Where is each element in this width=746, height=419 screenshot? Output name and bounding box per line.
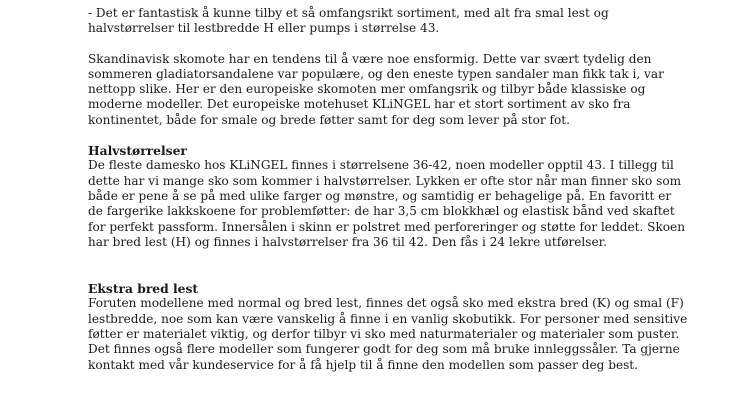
spacer <box>88 250 688 281</box>
intro-quote: - Det er fantastisk å kunne tilby et så omfangsrikt sortiment, med alt fra smal lest og halvstørrelser til lestbredde H eller pumps i størrelse 43. <box>88 6 609 36</box>
half-sizes-paragraph: De fleste damesko hos KLiNGEL finnes i størrelsene 36-42, noen modeller opptil 43. I tillegg til dette har vi mange sko som kommer i halvstørrelser. Lykken er ofte stor når man finner sko som både er pene å se på med ulike farger og mønstre, og samtidig er behagelige på. En favoritt er de fargerike lakkskoene for problemføtter: de har 3,5 cm blokkhæl og elastisk bånd ved skaftet for perfekt passform. Innersålen i skinn er polstret med perforeringer og støtte for leddet. Skoen har bred lest (H) og finnes i halvstørrelser fra 36 til 42. Den fås i 24 lekre utførelser. <box>88 158 685 249</box>
spacer <box>88 128 688 143</box>
extra-wide-paragraph: Foruten modellene med normal og bred lest, finnes det også sko med ekstra bred (K) og smal (F) lestbredde, noe som kan være vanskelig å finne i en vanlig skobutikk. For personer med sensitive føtter er materialet viktig, og derfor tilbyr vi sko med naturmaterialer og materialer som puster. Det finnes også flere modeller som fungerer godt for deg som må bruke innleggssåler. Ta gjerne kontakt med vår kundeservice for å få hjelp til å finne den modellen som passer deg best. <box>88 296 688 372</box>
scandinavian-paragraph: Skandinavisk skomote har en tendens til å være noe ensformig. Dette var svært tydelig den sommeren gladiatorsandalene var populære, og den eneste typen sandaler man fikk tak i, var nettopp slike. Her er den europeiske skomoten mer omfangsrik og tilbyr både klassiske og moderne modeller. Det europeiske motehuset KLiNGEL har et stort sortiment av sko fra kontinentet, både for smale og brede føtter samt for deg som lever på stor fot. <box>88 51 664 127</box>
extra-wide-heading: Ekstra bred lest <box>88 281 199 297</box>
spacer <box>88 37 688 52</box>
half-sizes-heading: Halvstørrelser <box>88 143 187 159</box>
document-page <box>88 0 688 373</box>
